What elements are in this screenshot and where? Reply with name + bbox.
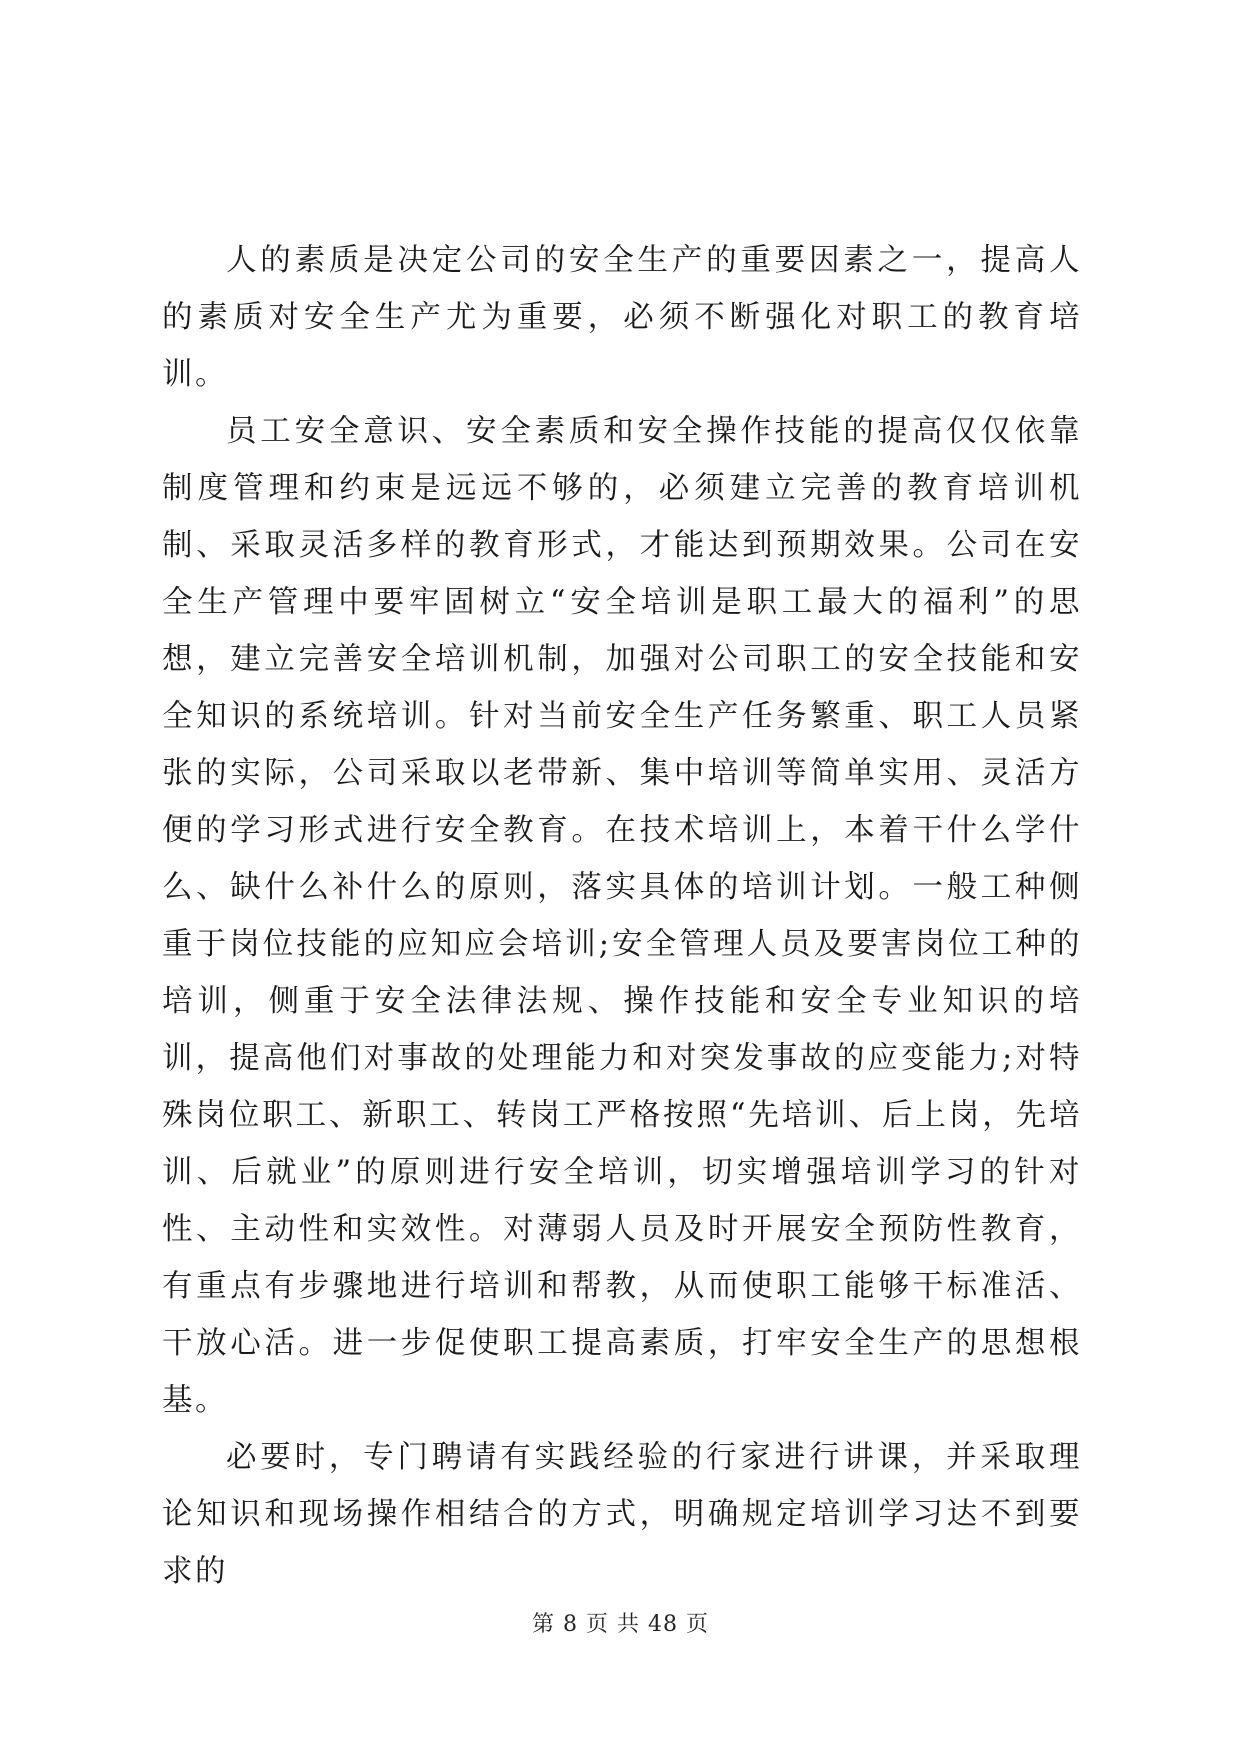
document-body [162, 232, 1082, 1600]
paragraph-quality: 人的素质是决定公司的安全生产的重要因素之一，提高人的素质对安全生产尤为重要，必须不断强化对职工的教育培训。 [162, 243, 1082, 392]
paragraph-training-mechanism: 员工安全意识、安全素质和安全操作技能的提高仅仅依靠制度管理和约束是远远不够的，必须建立完善的教育培训机制、采取灵活多样的教育形式，才能达到预期效果。公司在安全生产管理中要牢固树立“安全培训是职工最大的福利”的思想，建立完善安全培训机制，加强对公司职工的安全技能和安全知识的系统培训。针对当前安全生产任务繁重、职工人员紧张的实际，公司采取以老带新、集中培训等简单实用、灵活方便的学习形式进行安全教育。在技术培训上，本着干什么学什么、缺什么补什么的原则，落实具体的培训计划。一般工种侧重于岗位技能的应知应会培训;安全管理人员及要害岗位工种的培训，侧重于安全法律法规、操作技能和安全专业知识的培训，提高他们对事故的处理能力和对突发事故的应变能力;对特殊岗位职工、新职工、转岗工严格按照“先培训、后上岗，先培训、后就业”的原则进行安全培训，切实增强培训学习的针对性、主动性和实效性。对薄弱人员及时开展安全预防性教育，有重点有步骤地进行培训和帮教，从而使职工能够干标准活、干放心活。进一步促使职工提高素质，打牢安全生产的思想根基。 [162, 414, 1082, 1418]
page-number-footer: 第 8 页 共 48 页 [532, 1612, 709, 1637]
paragraph-expert-lectures: 必要时，专门聘请有实践经验的行家进行讲课，并采取理论知识和现场操作相结合的方式，明确规定培训学习达不到要求的 [162, 1440, 1082, 1589]
